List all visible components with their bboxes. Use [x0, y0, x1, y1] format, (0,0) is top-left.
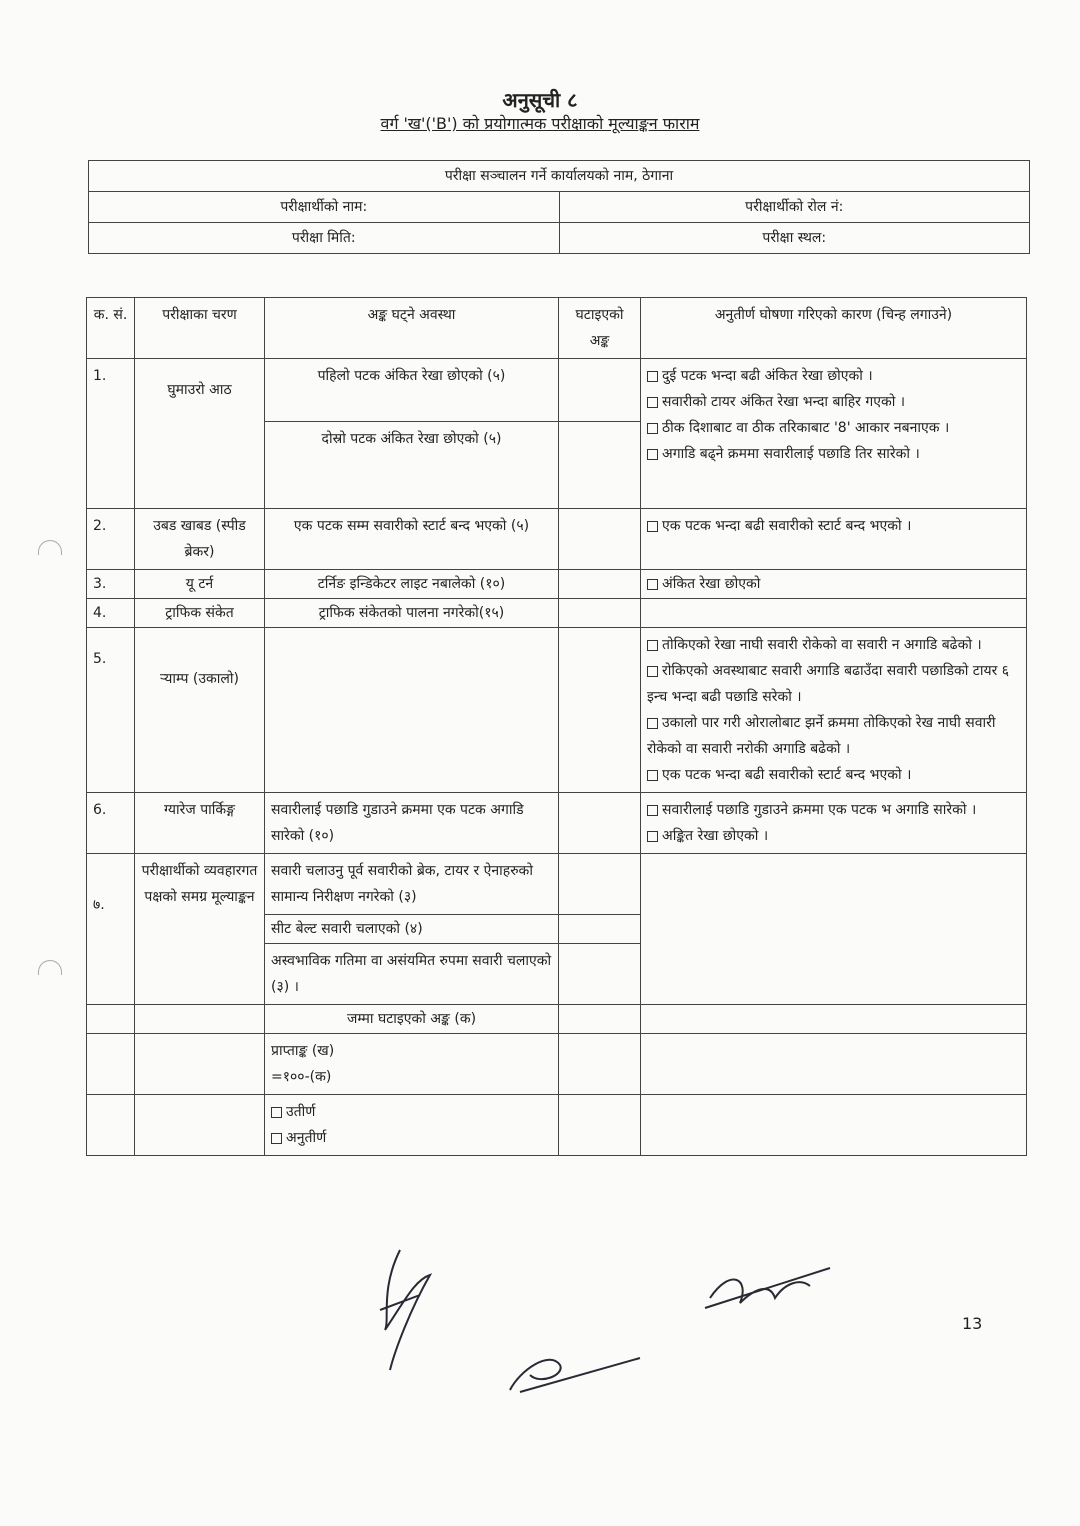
row-reasons — [641, 793, 1027, 854]
row-condition: सीट बेल्ट सवारी चलाएको (४) — [265, 915, 559, 944]
result-pass-option[interactable]: उतीर्ण — [271, 1099, 552, 1125]
checkbox-icon[interactable] — [647, 423, 658, 434]
checkbox-icon[interactable] — [271, 1133, 282, 1144]
reason-item[interactable]: ठीक दिशाबाट वा ठीक तरिकाबाट '8' आकार नबनाएक । — [647, 415, 1020, 441]
header-sn: क. सं. — [87, 298, 135, 359]
deducted-cell[interactable] — [559, 422, 641, 509]
row-sn: 5. — [87, 628, 135, 793]
reason-item[interactable]: अङ्कित रेखा छोएको । — [647, 823, 1020, 849]
candidate-name-field[interactable]: परीक्षार्थीको नाम: — [89, 192, 560, 223]
result-fail-option[interactable]: अनुतीर्ण — [271, 1125, 552, 1151]
row-sn: 4. — [87, 599, 135, 628]
row-stage: ग्यारेज पार्किङ्ग — [135, 793, 265, 854]
checkbox-icon[interactable] — [647, 718, 658, 729]
row-condition: टर्निङ इन्डिकेटर लाइट नबालेको (१०) — [265, 570, 559, 599]
office-field[interactable]: परीक्षा सञ्चालन गर्ने कार्यालयको नाम, ठेगाना — [89, 161, 1030, 192]
exam-date-field[interactable]: परीक्षा मिति: — [89, 223, 560, 254]
deducted-cell[interactable] — [559, 628, 641, 793]
row-condition: सवारीलाई पछाडि गुडाउने क्रममा एक पटक अगाडि सारेको (१०) — [265, 793, 559, 854]
reason-item[interactable]: एक पटक भन्दा बढी सवारीको स्टार्ट बन्द भएको । — [647, 762, 1020, 788]
signature-bottom — [500, 1330, 650, 1400]
reason-item[interactable]: सवारीलाई पछाडि गुडाउने क्रममा एक पटक भ अगाडि सारेको । — [647, 797, 1020, 823]
checkbox-icon[interactable] — [647, 666, 658, 677]
total-row — [87, 1005, 1027, 1034]
row-reasons — [641, 854, 1027, 1005]
obtained-label: प्राप्ताङ्क (ख) — [271, 1043, 335, 1059]
total-deducted-cell[interactable] — [559, 1005, 641, 1034]
table-row — [87, 854, 1027, 915]
checkbox-icon[interactable] — [647, 579, 658, 590]
page-subtitle: वर्ग 'ख'('B') को प्रयोगात्मक परीक्षाको मूल्याङ्कन फाराम — [380, 114, 700, 133]
row-reasons — [641, 509, 1027, 570]
row-sn: 2. — [87, 509, 135, 570]
row-condition: दोस्रो पटक अंकित रेखा छोएको (५) — [265, 422, 559, 509]
reason-item[interactable]: सवारीको टायर अंकित रेखा भन्दा बाहिर गएको । — [647, 389, 1020, 415]
checkbox-icon[interactable] — [647, 397, 658, 408]
row-stage: परीक्षार्थीको व्यवहारगत पक्षको समग्र मूल्याङ्कन — [135, 854, 265, 1005]
reason-item[interactable]: रोकिएको अवस्थाबाट सवारी अगाडि बढाउँदा सवारी पछाडिको टायर ६ इन्च भन्दा बढी पछाडि सरेको । — [647, 663, 1010, 705]
checkbox-icon[interactable] — [647, 449, 658, 460]
row-sn: ७. — [87, 854, 135, 1005]
checkbox-icon[interactable] — [647, 770, 658, 781]
row-sn: 6. — [87, 793, 135, 854]
row-reasons — [641, 570, 1027, 599]
signature-left — [360, 1240, 450, 1380]
deducted-cell[interactable] — [559, 793, 641, 854]
deducted-cell[interactable] — [559, 944, 641, 1005]
exam-info-table — [88, 160, 1030, 254]
checkbox-icon[interactable] — [647, 805, 658, 816]
checkbox-icon[interactable] — [271, 1107, 282, 1118]
signature-right — [700, 1258, 840, 1328]
deducted-cell[interactable] — [559, 509, 641, 570]
table-header-row — [87, 298, 1027, 359]
deducted-cell[interactable] — [559, 599, 641, 628]
reason-item[interactable]: उकालो पार गरी ओरालोबाट झर्ने क्रममा तोकिएको रेख नाघी सवारी रोकेको वा सवारी नरोकी अगाडि बढेको । — [647, 715, 996, 757]
header-deducted: घटाइएको अङ्क — [559, 298, 641, 359]
row-stage: घुमाउरो आठ — [135, 359, 265, 509]
reason-item[interactable]: दुई पटक भन्दा बढी अंकित रेखा छोएको । — [647, 363, 1020, 389]
checkbox-icon[interactable] — [647, 831, 658, 842]
checkbox-icon[interactable] — [647, 371, 658, 382]
row-stage: उबड खाबड (स्पीड ब्रेकर) — [135, 509, 265, 570]
row-condition — [265, 628, 559, 793]
page-number: 13 — [962, 1314, 983, 1333]
obtained-row — [87, 1034, 1027, 1095]
row-reasons — [641, 359, 1027, 509]
row-condition: सवारी चलाउनु पूर्व सवारीको ब्रेक, टायर र ऐनाहरुको सामान्य निरीक्षण नगरेको (३) — [265, 854, 559, 915]
table-row — [87, 599, 1027, 628]
punch-hole-icon — [38, 540, 62, 555]
roll-number-field[interactable]: परीक्षार्थीको रोल नं: — [559, 192, 1030, 223]
header-condition: अङ्क घट्ने अवस्था — [265, 298, 559, 359]
checkbox-icon[interactable] — [647, 640, 658, 651]
deducted-cell[interactable] — [559, 915, 641, 944]
reason-item[interactable]: अगाडि बढ्ने क्रममा सवारीलाई पछाडि तिर सारेको । — [647, 441, 1020, 467]
reason-item[interactable]: एक पटक भन्दा बढी सवारीको स्टार्ट बन्द भएको । — [647, 513, 1020, 539]
row-condition: ट्राफिक संकेतको पालना नगरेको(१५) — [265, 599, 559, 628]
obtained-value-cell[interactable] — [559, 1034, 641, 1095]
row-condition: एक पटक सम्म सवारीको स्टार्ट बन्द भएको (५) — [265, 509, 559, 570]
reason-item[interactable]: तोकिएको रेखा नाघी सवारी रोकेको वा सवारी न अगाडि बढेको । — [647, 632, 1020, 658]
result-cell — [265, 1095, 559, 1156]
reason-item[interactable]: अंकित रेखा छोएको — [647, 571, 1020, 597]
result-row — [87, 1095, 1027, 1156]
punch-hole-icon — [38, 960, 62, 975]
row-stage: र्‍याम्प (उकालो) — [135, 628, 265, 793]
row-stage: यू टर्न — [135, 570, 265, 599]
table-row — [87, 359, 1027, 422]
checkbox-icon[interactable] — [647, 521, 658, 532]
deducted-cell[interactable] — [559, 359, 641, 422]
row-stage: ट्राफिक संकेत — [135, 599, 265, 628]
row-reasons — [641, 599, 1027, 628]
obtained-formula: =१००-(क) — [271, 1069, 332, 1085]
table-row — [87, 793, 1027, 854]
header-reason: अनुतीर्ण घोषणा गरिएको कारण (चिन्ह लगाउने) — [641, 298, 1027, 359]
row-condition: अस्वभाविक गतिमा वा असंयमित रुपमा सवारी चलाएको (३) । — [265, 944, 559, 1005]
header-stage: परीक्षाका चरण — [135, 298, 265, 359]
page-title: अनुसूची ८ — [502, 88, 578, 112]
row-sn: 3. — [87, 570, 135, 599]
deducted-cell[interactable] — [559, 570, 641, 599]
exam-place-field[interactable]: परीक्षा स्थल: — [559, 223, 1030, 254]
deducted-cell[interactable] — [559, 854, 641, 915]
table-row — [87, 570, 1027, 599]
evaluation-table — [86, 297, 1027, 1156]
obtained-cell — [265, 1034, 559, 1095]
row-reasons — [641, 628, 1027, 793]
table-row — [87, 628, 1027, 793]
row-sn: 1. — [87, 359, 135, 509]
row-condition: पहिलो पटक अंकित रेखा छोएको (५) — [265, 359, 559, 422]
total-label: जम्मा घटाइएको अङ्क (क) — [265, 1005, 559, 1034]
table-row — [87, 509, 1027, 570]
